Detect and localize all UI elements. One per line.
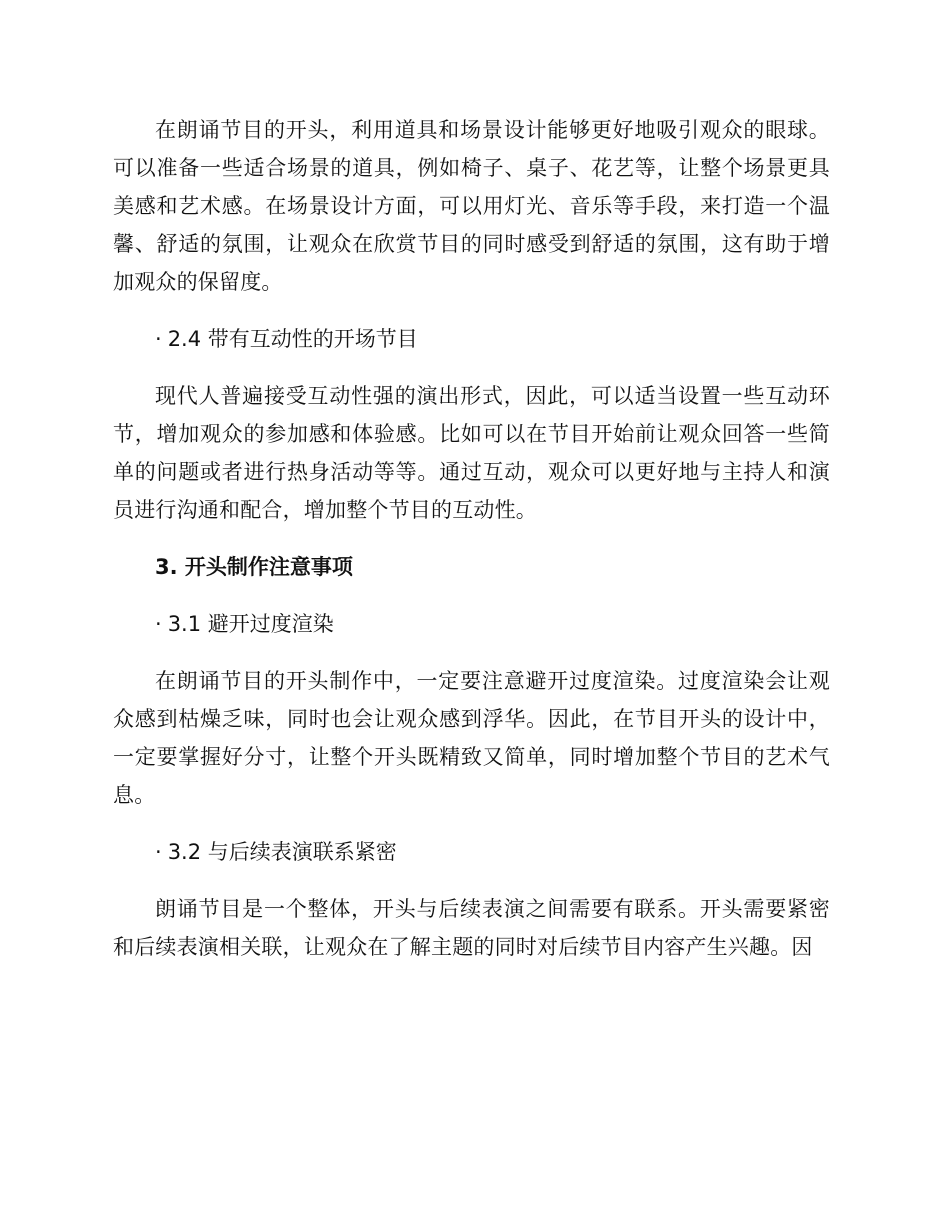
subheading-2-4	[113, 320, 830, 358]
bullet-marker: ·	[155, 840, 162, 864]
bullet-marker: ·	[155, 327, 162, 351]
paragraph-avoid-overrendering: 在朗诵节目的开头制作中，一定要注意避开过度渲染。过度渲染会让观众感到枯燥乏味，同时也会让观众感到浮华。因此，在节目开头的设计中，一定要掌握好分寸，让整个开头既精致又简单，同时增加整个节目的艺术气息。	[113, 669, 830, 807]
paragraph-interactive: 现代人普遍接受互动性强的演出形式，因此，可以适当设置一些互动环节，增加观众的参加感和体验感。比如可以在节目开始前让观众回答一些简单的问题或者进行热身活动等等。通过互动，观众可以更好地与主持人和演员进行沟通和配合，增加整个节目的互动性。	[113, 384, 830, 522]
subheading-2-4-text: 2.4 带有互动性的开场节目	[167, 327, 418, 351]
paragraph-connection: 朗诵节目是一个整体，开头与后续表演之间需要有联系。开头需要紧密和后续表演相关联，让观众在了解主题的同时对后续节目内容产生兴趣。因	[113, 897, 830, 959]
subheading-3-1	[113, 605, 830, 643]
document-page	[113, 111, 830, 985]
subheading-3-2	[113, 833, 830, 871]
paragraph-props-scene: 在朗诵节目的开头，利用道具和场景设计能够更好地吸引观众的眼球。可以准备一些适合场景的道具，例如椅子、桌子、花艺等，让整个场景更具美感和艺术感。在场景设计方面，可以用灯光、音乐等手段，来打造一个温馨、舒适的氛围，让观众在欣赏节目的同时感受到舒适的氛围，这有助于增加观众的保留度。	[113, 118, 830, 294]
subheading-3-1-text: 3.1 避开过度渲染	[167, 612, 334, 636]
subheading-3-2-text: 3.2 与后续表演联系紧密	[167, 840, 397, 864]
bullet-marker: ·	[155, 612, 162, 636]
section-heading-3: 3. 开头制作注意事项	[155, 555, 353, 579]
